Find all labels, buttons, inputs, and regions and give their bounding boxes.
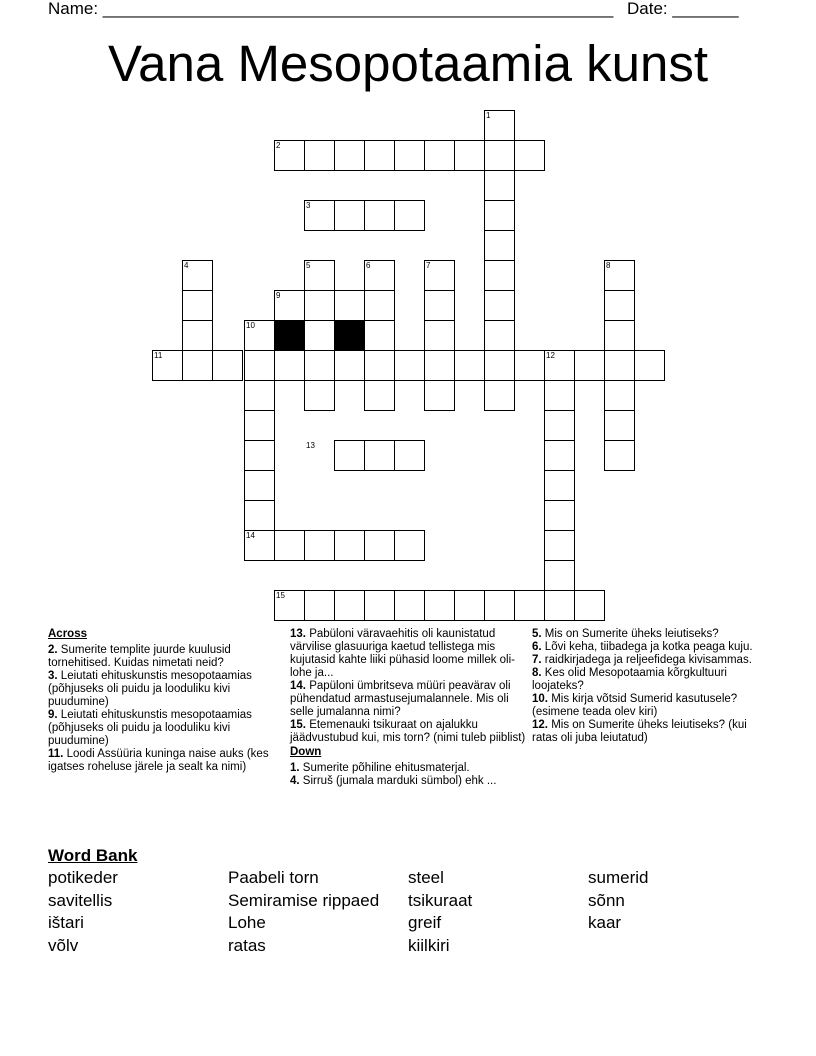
clue-number: 1 [486, 111, 491, 120]
clue-text: Mis kirja võtsid Sumerid kasutusele? (esimene teada olev kiri) [532, 693, 738, 718]
crossword-cell[interactable] [514, 350, 545, 381]
date-field-label: Date: _______ [627, 0, 739, 18]
down-clue-list-1 [290, 762, 528, 788]
clue [532, 719, 770, 745]
clue-number: 14 [246, 531, 255, 540]
crossword-cell[interactable] [454, 350, 485, 381]
crossword-cell[interactable] [484, 380, 515, 411]
clue-number: 6. [532, 641, 545, 653]
crossword-cell[interactable] [364, 200, 395, 231]
crossword-cell[interactable] [244, 440, 275, 471]
clue [532, 667, 770, 693]
word-bank-item: võlv [48, 935, 79, 955]
down-heading: Down [290, 746, 322, 758]
crossword-cell[interactable] [484, 140, 515, 171]
crossword-cell[interactable] [574, 350, 605, 381]
crossword-cell[interactable] [304, 320, 335, 351]
clues-column-1 [48, 628, 286, 774]
down-clue-list-2 [532, 628, 770, 745]
clue-number: 12 [546, 351, 555, 360]
clue [48, 709, 286, 748]
crossword-cell[interactable] [544, 530, 575, 561]
clue [290, 680, 528, 719]
clue-text: Leiutati ehituskunstis mesopotaamias (põhjuseks oli puidu ja looduliku kivi puudumine) [48, 670, 252, 708]
crossword-cell[interactable] [634, 350, 665, 381]
across-heading: Across [48, 628, 87, 640]
crossword-cell[interactable] [544, 410, 575, 441]
across-clue-list-1 [48, 644, 286, 774]
crossword-cell[interactable] [244, 350, 275, 381]
crossword-cell[interactable] [334, 440, 365, 471]
crossword-cell[interactable] [334, 530, 365, 561]
crossword-cell[interactable] [424, 380, 455, 411]
clue-number: 13. [290, 628, 310, 640]
word-bank-item: Lohe [228, 913, 266, 932]
clue-text: Mis on Sumerite üheks leiutiseks? (kui ratas oli juba leiutatud) [532, 719, 747, 744]
clue-text: Kes olid Mesopotaamia kõrgkultuuri loojateks? [532, 667, 727, 692]
crossword-cell[interactable] [484, 290, 515, 321]
clue-number: 9. [48, 709, 61, 721]
crossword-cell[interactable] [574, 590, 605, 621]
clue [532, 641, 770, 654]
clue-text: Sumerite põhiline ehitusmaterjal. [302, 762, 470, 774]
crossword-cell[interactable] [484, 170, 515, 201]
clue-number: 3. [48, 670, 61, 682]
crossword-cell[interactable] [544, 440, 575, 471]
crossword-cell[interactable] [604, 290, 635, 321]
name-field-label: Name: ______________________________________________________ [48, 0, 614, 18]
crossword-cell[interactable] [454, 590, 485, 621]
crossword-cell[interactable] [514, 590, 545, 621]
clue-number: 10 [246, 321, 255, 330]
clue-number: 5. [532, 628, 545, 640]
crossword-cell[interactable] [544, 380, 575, 411]
crossword-cell[interactable] [394, 590, 425, 621]
word-bank-title: Word Bank [48, 846, 138, 865]
crossword-cell[interactable] [364, 590, 395, 621]
crossword-cell[interactable] [304, 140, 335, 171]
crossword-cell[interactable] [454, 140, 485, 171]
crossword-cell[interactable] [544, 560, 575, 591]
crossword-cell[interactable] [364, 320, 395, 351]
crossword-cell[interactable] [304, 530, 335, 561]
clue [532, 628, 770, 641]
crossword-cell[interactable] [394, 200, 425, 231]
crossword-cell[interactable] [514, 140, 545, 171]
word-bank-item: greif [408, 913, 442, 932]
crossword-cell[interactable] [304, 290, 335, 321]
crossword-cell[interactable] [304, 350, 335, 381]
crossword-cell[interactable] [244, 410, 275, 441]
crossword-cell[interactable] [604, 380, 635, 411]
crossword-cell[interactable] [364, 530, 395, 561]
crossword-cell[interactable] [604, 320, 635, 351]
clue-number: 3 [306, 201, 311, 210]
crossword-cell[interactable] [182, 320, 213, 351]
word-bank-item: Paabeli torn [228, 868, 319, 887]
clue-number: 1. [290, 762, 303, 774]
clue [290, 762, 528, 775]
clue-number: 6 [366, 261, 371, 270]
crossword-block [274, 320, 305, 351]
crossword-cell[interactable] [304, 590, 335, 621]
crossword-cell[interactable] [544, 500, 575, 531]
clue [290, 628, 528, 680]
crossword-cell[interactable] [244, 380, 275, 411]
crossword-cell[interactable] [394, 530, 425, 561]
crossword-cell[interactable] [424, 320, 455, 351]
crossword-cell[interactable] [424, 290, 455, 321]
crossword-cell[interactable] [334, 350, 365, 381]
crossword-cell[interactable] [394, 140, 425, 171]
word-bank-item: tsikuraat [408, 890, 473, 910]
word-bank-item: ratas [228, 935, 266, 955]
clue-number: 13 [306, 441, 315, 450]
word-bank-item: sumerid [588, 868, 649, 887]
clue-number: 8. [532, 667, 545, 679]
clue-number: 5 [306, 261, 311, 270]
clue-text: Leiutati ehituskunstis mesopotaamias (põhjuseks oli puidu ja looduliku kivi puudumine) [48, 709, 252, 747]
crossword-cell[interactable] [334, 290, 365, 321]
word-bank-item: kiilkiri [408, 935, 450, 955]
crossword-cell[interactable] [182, 290, 213, 321]
crossword-cell[interactable] [604, 410, 635, 441]
crossword-cell[interactable] [604, 350, 635, 381]
clue-text: Mis on Sumerite üheks leiutiseks? [544, 628, 719, 640]
crossword-cell[interactable] [544, 590, 575, 621]
word-bank-item: ištari [48, 913, 84, 932]
word-bank-item: Semiramise rippaed [228, 890, 380, 910]
word-bank-item: steel [408, 868, 444, 887]
crossword-cell[interactable] [424, 350, 455, 381]
crossword-block [334, 320, 365, 351]
clue-text: Lõvi keha, tiibadega ja kotka peaga kuju. [544, 641, 753, 653]
clue-number: 12. [532, 719, 552, 731]
clue [532, 654, 770, 667]
crossword-cell[interactable] [394, 440, 425, 471]
crossword-cell[interactable] [274, 530, 305, 561]
crossword-cell[interactable] [364, 140, 395, 171]
crossword-cell[interactable] [424, 590, 455, 621]
clue [532, 693, 770, 719]
clue-number: 15 [276, 591, 285, 600]
crossword-cell[interactable] [484, 200, 515, 231]
clue-text: Papüloni ümbritseva müüri peavärav oli pühendatud armastusejumalannele. Mis oli selle jumalanna nimi? [290, 680, 511, 718]
clue-number: 7 [426, 261, 431, 270]
crossword-cell[interactable] [364, 380, 395, 411]
clue-number: 2 [276, 141, 281, 150]
crossword-cell[interactable] [244, 500, 275, 531]
word-bank-item: potikeder [48, 868, 118, 887]
clue [48, 670, 286, 709]
crossword-cell[interactable] [394, 350, 425, 381]
crossword-cell[interactable] [484, 230, 515, 261]
clues-column-2 [290, 628, 528, 788]
clue [290, 719, 528, 745]
clue-text: Etemenauki tsikuraat on ajalukku jäädvustubud kui, mis torn? (nimi tuleb piiblist) [290, 719, 526, 744]
clue-number: 10. [532, 693, 552, 705]
word-bank-item: sõnn [588, 890, 625, 910]
clue-text: Sumerite templite juurde kuulusid tornehitised. Kuidas nimetati neid? [48, 644, 231, 669]
crossword-cell[interactable] [604, 440, 635, 471]
crossword-cell[interactable] [364, 350, 395, 381]
crossword-cell[interactable] [484, 590, 515, 621]
clue-number: 4. [290, 775, 303, 787]
clue-number: 11 [154, 351, 163, 360]
clue-number: 7. [532, 654, 545, 666]
clue-number: 14. [290, 680, 310, 692]
clue-number: 11. [48, 748, 67, 760]
clue [48, 748, 286, 774]
clue-number: 8 [606, 261, 611, 270]
clue-text: Loodi Assüüria kuninga naise auks (kes igatses roheluse järele ja sealt ka nimi) [48, 748, 269, 773]
word-bank-item: savitellis [48, 890, 113, 910]
clue-number: 9 [276, 291, 281, 300]
crossword-cell[interactable] [334, 590, 365, 621]
clue-number: 15. [290, 719, 310, 731]
crossword-cell[interactable] [484, 260, 515, 291]
crossword-cell[interactable] [424, 140, 455, 171]
clues-column-3 [532, 628, 770, 745]
crossword-cell[interactable] [484, 350, 515, 381]
clue [290, 775, 528, 788]
word-bank-item: kaar [588, 913, 622, 932]
crossword-cell[interactable] [182, 350, 213, 381]
crossword-cell[interactable] [364, 290, 395, 321]
clue-number: 2. [48, 644, 61, 656]
clue [48, 644, 286, 670]
page-title: Vana Mesopotaamia kunst [107, 35, 709, 92]
crossword-cell[interactable] [244, 470, 275, 501]
crossword-cell[interactable] [212, 350, 243, 381]
crossword-cell[interactable] [334, 200, 365, 231]
clue-text: Pabüloni väravaehitis oli kaunistatud värvilise glasuuriga kaetud tellistega mis kujutasid kahte liiki pühasid loome millek oli- lohe ja... [290, 628, 515, 679]
across-clue-list-2 [290, 628, 528, 745]
clue-text: Sirruš (jumala marduki sümbol) ehk ... [302, 775, 497, 787]
crossword-cell[interactable] [364, 440, 395, 471]
crossword-cell[interactable] [484, 320, 515, 351]
crossword-cell[interactable] [334, 140, 365, 171]
crossword-cell[interactable] [304, 380, 335, 411]
clue-number: 4 [184, 261, 189, 270]
crossword-cell[interactable] [544, 470, 575, 501]
crossword-cell[interactable] [274, 350, 305, 381]
clue-text: raidkirjadega ja reljeefidega kivisammas. [544, 654, 752, 666]
